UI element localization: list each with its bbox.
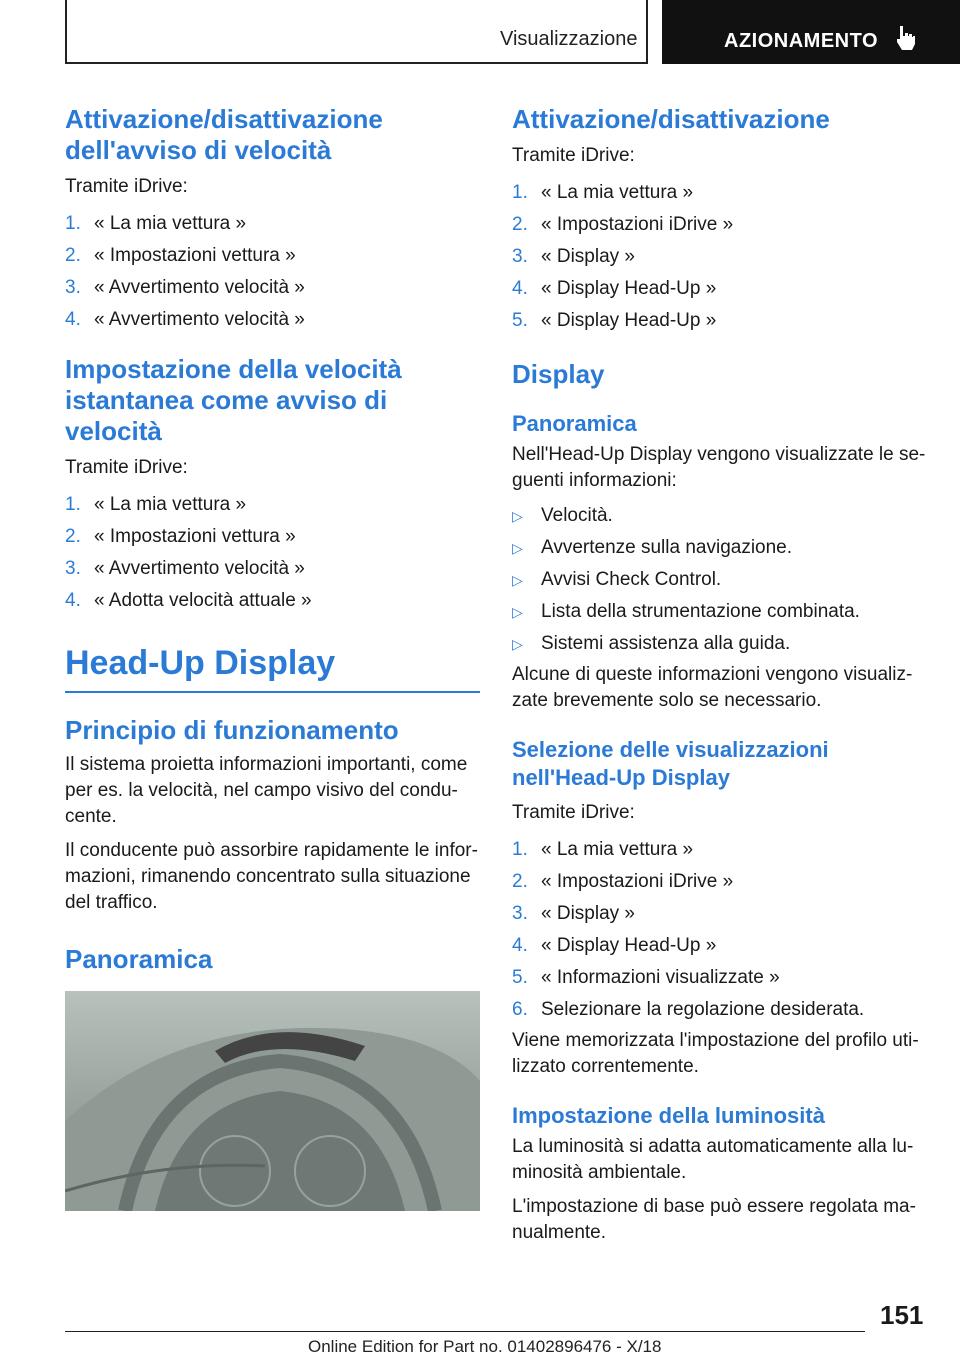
list-item: 3. « Display »	[512, 903, 635, 924]
list-item: 2. « Impostazioni iDrive »	[512, 214, 734, 235]
list-item: 4. « Display Head-Up »	[512, 278, 717, 299]
list-item: 3. « Avvertimento velocità »	[65, 558, 305, 579]
list-item: 2. « Impostazioni vettura »	[65, 526, 296, 547]
steps-list	[512, 177, 932, 337]
intro-text: Tramite iDrive:	[512, 145, 635, 166]
page-number: 151	[880, 1300, 924, 1330]
paragraph: Nell'Head-Up Display vengono visualizzate le se-guenti informazioni:	[512, 444, 926, 491]
chapter-heading	[65, 641, 480, 693]
header-chapter-label: AZIONAMENTO	[724, 30, 879, 52]
paragraph: Il sistema proietta informazioni importanti, come per es. la velocità, nel campo visivo del condu-cente.	[65, 754, 468, 827]
paragraph: Il conducente può assorbire rapidamente le infor-mazioni, rimanendo concentrato sulla situazione del traffico.	[65, 840, 478, 913]
list-item: 4. « Display Head-Up »	[512, 935, 717, 956]
section-title: Panoramica	[65, 944, 213, 974]
list-item: ▷ Avvisi Check Control.	[512, 569, 722, 590]
section-title: Attivazione/disattivazione	[512, 104, 830, 134]
list-item: 1. « La mia vettura »	[65, 494, 247, 515]
left-column	[65, 104, 480, 1211]
section-title: Impostazione della velocità istantanea come avviso di velocità	[65, 354, 402, 446]
steps-list	[65, 489, 480, 617]
section-title: Attivazione/disattivazione dell'avviso di velocità	[65, 104, 383, 165]
subsection-title: Selezione delle visualizzazioni nell'Head-Up Display	[512, 737, 829, 790]
list-item: 5. « Informazioni visualizzate »	[512, 967, 780, 988]
section-title: Principio di funzionamento	[65, 715, 399, 745]
list-item: 3. « Avvertimento velocità »	[65, 277, 305, 298]
list-item: 1. « La mia vettura »	[65, 213, 247, 234]
list-item: 3. « Display »	[512, 246, 635, 267]
right-column	[512, 104, 932, 1246]
subsection-title: Impostazione della luminosità	[512, 1103, 825, 1128]
paragraph: Alcune di queste informazioni vengono visualiz-zate brevemente solo se necessario.	[512, 664, 913, 711]
hand-pointer-icon	[894, 24, 916, 50]
footer-edition: Online Edition for Part no. 01402896476 - X/18	[308, 1337, 662, 1356]
section-title: Display	[512, 359, 605, 389]
list-item: ▷ Avvertenze sulla navigazione.	[512, 537, 793, 558]
bullet-list	[512, 500, 932, 660]
paragraph: Viene memorizzata l'impostazione del profilo uti-lizzato correntemente.	[512, 1030, 919, 1077]
intro-text: Tramite iDrive:	[65, 176, 188, 197]
list-item: 2. « Impostazioni iDrive »	[512, 871, 734, 892]
header-chapter-tab	[662, 0, 960, 64]
header-section-title: Visualizzazione	[500, 28, 638, 50]
hud-dashboard-image	[65, 991, 480, 1211]
list-item: 4. « Avvertimento velocità »	[65, 309, 305, 330]
list-item: 6. Selezionare la regolazione desiderata.	[512, 999, 865, 1020]
list-item: 1. « La mia vettura »	[512, 182, 694, 203]
intro-text: Tramite iDrive:	[512, 802, 635, 823]
paragraph: L'impostazione di base può essere regolata ma-nualmente.	[512, 1196, 916, 1243]
intro-text: Tramite iDrive:	[65, 457, 188, 478]
footer-divider	[65, 1331, 865, 1332]
list-item: ▷ Velocità.	[512, 505, 613, 526]
list-item: 5. « Display Head-Up »	[512, 310, 717, 331]
list-item: 2. « Impostazioni vettura »	[65, 245, 296, 266]
paragraph: La luminosità si adatta automaticamente alla lu-minosità ambientale.	[512, 1136, 914, 1183]
subsection-title: Panoramica	[512, 411, 637, 436]
steps-list	[65, 208, 480, 336]
list-item: ▷ Sistemi assistenza alla guida.	[512, 633, 791, 654]
list-item: 1. « La mia vettura »	[512, 839, 694, 860]
list-item: ▷ Lista della strumentazione combinata.	[512, 601, 860, 622]
list-item: 4. « Adotta velocità attuale »	[65, 590, 312, 611]
steps-list	[512, 834, 932, 1026]
chapter-title: Head-Up Display	[65, 644, 336, 682]
